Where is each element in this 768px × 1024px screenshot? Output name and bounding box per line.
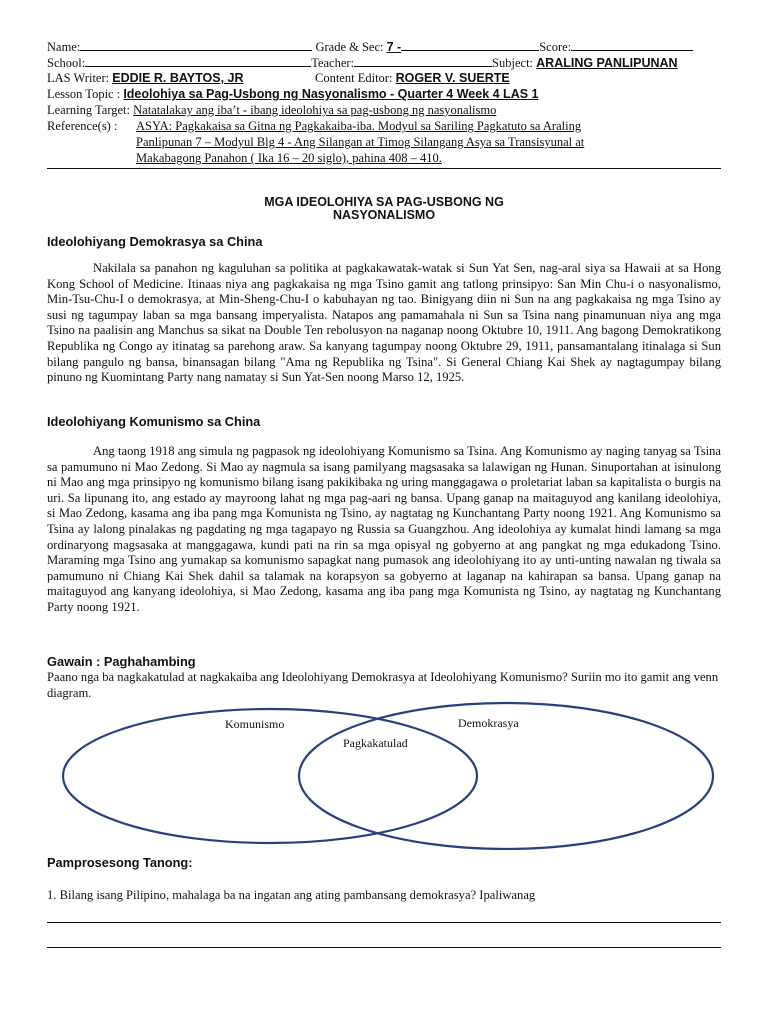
school-blank[interactable] — [85, 55, 311, 67]
writer-value: EDDIE R. BAYTOS, JR — [112, 71, 244, 85]
venn-label-left: Komunismo — [225, 717, 285, 731]
section-heading-komunismo: Ideolohiyang Komunismo sa China — [47, 414, 261, 429]
editor-row — [315, 71, 510, 86]
school-label: School: — [47, 56, 86, 70]
writer-row — [47, 71, 244, 86]
question-item: 1. Bilang isang Pilipino, mahalaga ba na ingatan ang ating pambansang demokrasya? Ipaliwanag — [47, 888, 536, 902]
venn-diagram — [0, 700, 768, 850]
questions-heading: Pamprosesong Tanong: — [47, 855, 193, 870]
reference-line: Makabagong Panahon ( Ika 16 – 20 siglo), pahina 408 – 410. — [136, 151, 442, 165]
name-row — [47, 39, 693, 55]
answer-line[interactable] — [47, 947, 721, 948]
section-body-demokrasya: Nakilala sa panahon ng kaguluhan sa politika at pagkakawatak-watak si Sun Yat Sen, nag-aral siya sa Hawaii at sa Hong Kong School of Medicine. Itinaas niya ang pagkakaisa ng mga Tsino gamit ang tatlong prinsipyo: San Min Chu-i o nasyonalismo, Min-Tsu-Chu-I o demokrasya, at Min-Sheng-Chu-I o kabuhayan ng tao. Binigyang diin ni Sun na ang pagkakaisa ng mga Tsino ay susi ng tagumpay laban sa mga bansang imperyalista. Natapos ang pamamahala ni Sun sa Tsina nang pinamunuan niya ang mga Tsino na paalisin ang Manchus sa sikat na Double Ten rebolusyon na naganap noong Oktubre 10, 1911. Ang bagong Demokratikong Republika ng Congo ay itinatag sa parehong araw. Sa kanyang tagumpay noong Oktubre 29, 1911, pansamantalang itinalaga si Sun bilang pangulo ng bansa, binansagan bilang "Ama ng Republika ng Tsina". Si General Chiang Kai Shek ay nagtagumpay bilang pinuno ng Kuomintang Party nang namatay si Sun Yat-Sen noong Marso 12, 1925. — [47, 261, 721, 385]
teacher-label: Teacher: — [311, 56, 355, 70]
school-row — [47, 55, 678, 71]
activity-instruction: Paano nga ba nagkakatulad at nagkakaiba ang Ideolohiyang Demokrasya at Ideolohiyang Komunismo? Suriin mo ito gamit ang venn diagram. — [47, 670, 719, 700]
target-label: Learning Target: — [47, 103, 131, 117]
editor-label: Content Editor: — [315, 71, 393, 85]
page-title-line: MGA IDEOLOHIYA SA PAG-USBONG NG — [264, 195, 504, 209]
section-body-komunismo: Ang taong 1918 ang simula ng pagpasok ng ideolohiyang Komunismo sa Tsina. Ang Komunismo ay naging tanyag sa Tsina sa pamumuno ni Mao Zedong. Si Mao ay nagmula sa isang pamilyang magsasaka sa lalawigan ng Hunan. Sinuportahan at isinulong ni Mao ang mga prinsipyo ng komunismo bilang isang pakikibaka ng uring manggagawa o proletariat laban sa kapitalista o burgis na uri. Sa lipunang ito, ang estado ay mayroong lahat ng mga pag-aari ng bansa. Upang ganap na maitaguyod ang kanilang ideolohiya, si Mao Zedong, kasama ang iba pang mga Komunista ng Tsino, ay nagtatag ng Kunchantang Party noong 1921. Ang Komunismo sa Tsina ay lalong pinalakas ng pagdating ng mga tagapayo ng Russia sa Guangzhou. Ang ideolohiya ay kumalat hindi lamang sa mga ordinaryong magsasaka at manggagawa, kundi pati na rin sa mga opisyal ng gobyerno at ang pangkat ng mga edukadong Tsino. Maraming mga Tsino ang yumakap sa komunismo sapagkat nang pumasok ang ideolohiyang ito ay unti-unting nawalan ng tiwala sa pamumuno ni Chiang Kai Shek dahil sa talamak na korapsyon sa gobyerno at laganap na kahirapan sa bansa. Upang ganap na maitaguyod ang kanyang ideolohiya, si Mao Zedong, kasama ang iba pang mga Komunista ng Tsino, ay nagtatag ng Kunchantang Party noong 1921. — [47, 444, 721, 614]
editor-value: ROGER V. SUERTE — [395, 71, 510, 85]
reference-label: Reference(s) : — [47, 119, 118, 133]
subject-value: ARALING PANLIPUNAN — [536, 56, 678, 70]
subject-label: Subject: — [492, 56, 534, 70]
grade-label: Grade & Sec: — [315, 40, 384, 54]
topic-value: Ideolohiya sa Pag-Usbong ng Nasyonalismo - Quarter 4 Week 4 LAS 1 — [123, 87, 539, 101]
grade-blank[interactable] — [401, 39, 539, 51]
grade-value: 7 - — [386, 40, 402, 54]
score-blank[interactable] — [571, 39, 693, 51]
reference-line: Panlipunan 7 – Modyul Blg 4 - Ang Silangan at Timog Silangang Asya sa Transisyunal at — [136, 135, 585, 149]
venn-label-right: Demokrasya — [458, 716, 519, 730]
writer-label: LAS Writer: — [47, 71, 110, 85]
header-divider — [47, 168, 721, 169]
venn-label-center: Pagkakatulad — [343, 736, 408, 750]
section-heading-demokrasya: Ideolohiyang Demokrasya sa China — [47, 234, 263, 249]
reference-line: ASYA: Pagkakaisa sa Gitna ng Pagkakaiba-iba. Modyul sa Sariling Pagkatuto sa Araling — [136, 119, 582, 133]
answer-line[interactable] — [47, 922, 721, 923]
teacher-blank[interactable] — [354, 55, 492, 67]
topic-label: Lesson Topic : — [47, 87, 121, 101]
target-value: Natatalakay ang iba’t - ibang ideolohiya sa pag-usbong ng nasyonalismo — [133, 103, 497, 117]
name-label: Name: — [47, 40, 81, 54]
name-blank[interactable] — [80, 39, 312, 51]
page-title-line: NASYONALISMO — [332, 208, 436, 222]
target-row — [47, 103, 496, 118]
score-label: Score: — [539, 40, 572, 54]
activity-heading: Gawain : Paghahambing — [47, 654, 196, 669]
topic-row — [47, 87, 538, 102]
